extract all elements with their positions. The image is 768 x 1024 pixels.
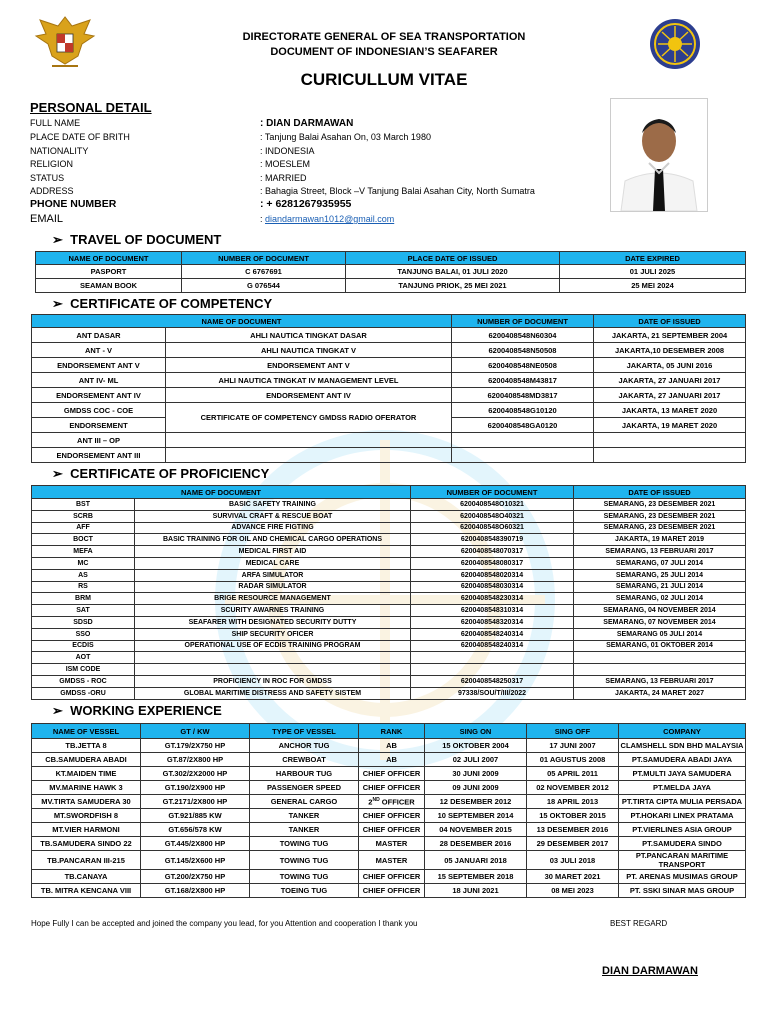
table-cell: 6200408548240314: [411, 640, 574, 652]
table-cell: CHIEF OFFICER: [359, 870, 425, 884]
table-row: [32, 593, 746, 605]
table-row: [32, 823, 746, 837]
personal-value: : MARRIED: [260, 173, 307, 183]
table-cell: MASTER: [359, 851, 425, 870]
column-header: COMPANY: [619, 724, 746, 739]
table-cell: KT.MAIDEN TIME: [32, 767, 141, 781]
experience-table: [31, 723, 746, 898]
personal-detail-heading: PERSONAL DETAIL: [30, 100, 152, 115]
table-cell: CHIEF OFFICER: [359, 809, 425, 823]
table-row: [32, 837, 746, 851]
table-cell: 10 SEPTEMBER 2014: [425, 809, 527, 823]
header-line-1: DIRECTORATE GENERAL OF SEA TRANSPORTATION: [242, 31, 526, 43]
table-row: [32, 781, 746, 795]
table-cell: ENDORSEMENT ANT IV: [32, 388, 166, 403]
table-cell: 28 DESEMBER 2016: [425, 837, 527, 851]
table-row: [32, 328, 746, 343]
table-row: [32, 884, 746, 898]
table-cell: JAKARTA, 21 SEPTEMBER 2004: [594, 328, 746, 343]
table-row: [32, 373, 746, 388]
table-cell: SEAFARER WITH DESIGNATED SECURITY DUTTY: [135, 616, 411, 628]
table-cell: GT.302/2X2000 HP: [141, 767, 250, 781]
table-cell: PT.MELDA JAYA: [619, 781, 746, 795]
table-cell: SCRB: [32, 510, 135, 522]
table-cell: 6200408548020314: [411, 569, 574, 581]
experience-heading: ➢ WORKING EXPERIENCE: [52, 703, 222, 718]
column-header: NAME OF VESSEL: [32, 724, 141, 739]
table-row: [32, 675, 746, 687]
table-row: [32, 687, 746, 699]
table-cell: GMDSS COC - COE: [32, 403, 166, 418]
table-cell: BASIC SAFETY TRAINING: [135, 499, 411, 511]
table-cell: AB: [359, 739, 425, 753]
table-cell: 6200408548N60304: [452, 328, 594, 343]
table-cell: ADVANCE FIRE FIGTING: [135, 522, 411, 534]
table-cell: 6200408548240314: [411, 628, 574, 640]
table-cell: PT.MULTI JAYA SAMUDERA: [619, 767, 746, 781]
table-cell: 01 AGUSTUS 2008: [527, 753, 619, 767]
column-header: GT / KW: [141, 724, 250, 739]
signature-name: DIAN DARMAWAN: [602, 965, 698, 977]
table-cell: 18 JUNI 2021: [425, 884, 527, 898]
table-cell: TOEING TUG: [250, 884, 359, 898]
table-row: [32, 809, 746, 823]
table-cell: 6200408548MD3817: [452, 388, 594, 403]
table-cell: CHIEF OFFICER: [359, 781, 425, 795]
table-cell: SHIP SECURITY OFICER: [135, 628, 411, 640]
table-row: [32, 510, 746, 522]
table-cell: SCURITY AWARNES TRAINING: [135, 605, 411, 617]
table-row: [32, 546, 746, 558]
table-row: [32, 403, 746, 418]
table-cell: 6200408548070317: [411, 546, 574, 558]
arrow-bullet-icon: ➢: [52, 232, 63, 247]
table-cell: 15 OKTOBER 2015: [527, 809, 619, 823]
table-row: [32, 739, 746, 753]
table-cell: ANT - V: [32, 343, 166, 358]
table-cell: PASSENGER SPEED: [250, 781, 359, 795]
table-row: [32, 569, 746, 581]
table-cell: RS: [32, 581, 135, 593]
table-cell: TOWING TUG: [250, 837, 359, 851]
table-cell: TANKER: [250, 823, 359, 837]
table-cell: TB. MITRA KENCANA VIII: [32, 884, 141, 898]
table-cell: [452, 448, 594, 463]
table-cell: MEDICAL FIRST AID: [135, 546, 411, 558]
table-cell: 05 JANUARI 2018: [425, 851, 527, 870]
table-cell: 2ND OFFICER: [359, 795, 425, 809]
column-header: NAME OF DOCUMENT: [32, 315, 452, 328]
table-cell: 13 DESEMBER 2016: [527, 823, 619, 837]
table-cell: TB.CANAYA: [32, 870, 141, 884]
table-cell: 97338/SOU/T/III/2022: [411, 687, 574, 699]
table-cell: [574, 652, 746, 664]
table-cell: SSO: [32, 628, 135, 640]
table-cell: 6200408548M43817: [452, 373, 594, 388]
email-link[interactable]: diandarmawan1012@gmail.com: [265, 214, 395, 224]
table-cell: JAKARTA, 19 MARET 2019: [574, 534, 746, 546]
table-cell: 02 JULI 2007: [425, 753, 527, 767]
arrow-bullet-icon: ➢: [52, 466, 63, 481]
proficiency-heading: ➢ CERTIFICATE OF PROFICIENCY: [52, 466, 270, 481]
table-cell: 6200408548030314: [411, 581, 574, 593]
column-header: NAME OF DOCUMENT: [36, 252, 182, 265]
page-title: CURICULLUM VITAE: [300, 70, 468, 89]
table-cell: SEMARANG, 02 JULI 2014: [574, 593, 746, 605]
table-cell: MEFA: [32, 546, 135, 558]
table-cell: PT.HOKARI LINEX PRATAMA: [619, 809, 746, 823]
table-row: [32, 652, 746, 664]
table-cell: PROFICIENCY IN ROC FOR GMDSS: [135, 675, 411, 687]
table-cell: 08 MEI 2023: [527, 884, 619, 898]
table-cell: SEMARANG, 07 NOVEMBER 2014: [574, 616, 746, 628]
table-cell: TB.PANCARAN III-215: [32, 851, 141, 870]
table-cell: 30 JUNI 2009: [425, 767, 527, 781]
table-cell: SEMARANG, 23 DESEMBER 2021: [574, 522, 746, 534]
table-cell: GLOBAL MARITIME DISTRESS AND SAFETY SISTEM: [135, 687, 411, 699]
table-cell: ISM CODE: [32, 664, 135, 676]
table-cell: PT.SAMUDERA SINDO: [619, 837, 746, 851]
table-row: [32, 640, 746, 652]
competency-table: [31, 314, 746, 463]
table-cell: CREWBOAT: [250, 753, 359, 767]
table-cell: CHIEF OFFICER: [359, 823, 425, 837]
table-cell: 6200408548250317: [411, 675, 574, 687]
table-cell: 09 JUNI 2009: [425, 781, 527, 795]
table-cell: TB.SAMUDERA SINDO 22: [32, 837, 141, 851]
table-cell: TANKER: [250, 809, 359, 823]
table-cell: 6200408548O10321: [411, 499, 574, 511]
personal-label: STATUS: [30, 173, 65, 183]
table-cell: [411, 652, 574, 664]
ministry-transport-logo-icon: [640, 14, 710, 74]
personal-label: RELIGION: [30, 159, 74, 169]
table-cell: 12 DESEMBER 2012: [425, 795, 527, 809]
personal-value: : + 6281267935955: [260, 198, 352, 210]
table-row: [32, 522, 746, 534]
table-cell: PASPORT: [36, 265, 182, 279]
arrow-bullet-icon: ➢: [52, 703, 63, 718]
table-cell: C 6767691: [182, 265, 346, 279]
table-cell: ANT IV- ML: [32, 373, 166, 388]
table-cell: TOWING TUG: [250, 851, 359, 870]
table-cell: SEMARANG, 13 FEBRUARI 2017: [574, 546, 746, 558]
table-cell: SEAMAN BOOK: [36, 279, 182, 293]
table-cell: TB.JETTA 8: [32, 739, 141, 753]
table-cell: GMDSS -ORU: [32, 687, 135, 699]
column-header: NUMBER OF DOCUMENT: [452, 315, 594, 328]
table-cell: BOCT: [32, 534, 135, 546]
table-cell: MEDICAL CARE: [135, 557, 411, 569]
table-cell: TOWING TUG: [250, 870, 359, 884]
table-row: [32, 616, 746, 628]
table-cell: CERTIFICATE OF COMPETENCY GMDSS RADIO OFERATOR: [166, 403, 452, 433]
table-row: [32, 851, 746, 870]
profile-photo: [610, 98, 708, 212]
table-cell: HARBOUR TUG: [250, 767, 359, 781]
table-cell: [452, 433, 594, 448]
table-row: [32, 534, 746, 546]
table-cell: JAKARTA, 13 MARET 2020: [594, 403, 746, 418]
column-header: TYPE OF VESSEL: [250, 724, 359, 739]
table-cell: GT.445/2X800 HP: [141, 837, 250, 851]
table-cell: JAKARTA,10 DESEMBER 2008: [594, 343, 746, 358]
table-row: [32, 628, 746, 640]
table-cell: GT.2171/2X800 HP: [141, 795, 250, 809]
table-row: [32, 664, 746, 676]
table-cell: SEMARANG, 07 JULI 2014: [574, 557, 746, 569]
personal-label: NATIONALITY: [30, 146, 89, 156]
table-row: [32, 870, 746, 884]
travel-heading: ➢ TRAVEL OF DOCUMENT: [52, 232, 222, 247]
table-cell: MASTER: [359, 837, 425, 851]
table-row: [32, 557, 746, 569]
arrow-bullet-icon: ➢: [52, 296, 63, 311]
table-cell: TANJUNG BALAI, 01 JULI 2020: [346, 265, 560, 279]
table-cell: JAKARTA, 05 JUNI 2016: [594, 358, 746, 373]
table-cell: CB.SAMUDERA ABADI: [32, 753, 141, 767]
table-cell: 6200408548080317: [411, 557, 574, 569]
table-cell: AOT: [32, 652, 135, 664]
header-line-2: DOCUMENT OF INDONESIAN’S SEAFARER: [270, 46, 498, 58]
table-cell: ENDORSEMENT ANT III: [32, 448, 166, 463]
table-cell: 6200408548390719: [411, 534, 574, 546]
table-cell: ARFA SIMULATOR: [135, 569, 411, 581]
table-cell: BRIGE RESOURCE MANAGEMENT: [135, 593, 411, 605]
table-cell: 04 NOVEMBER 2015: [425, 823, 527, 837]
table-cell: 6200408548N50508: [452, 343, 594, 358]
table-cell: MT.SWORDFISH 8: [32, 809, 141, 823]
table-cell: 02 NOVEMBER 2012: [527, 781, 619, 795]
table-cell: ENDORSEMENT ANT V: [166, 358, 452, 373]
competency-heading: ➢ CERTIFICATE OF COMPETENCY: [52, 296, 273, 311]
personal-value: : INDONESIA: [260, 146, 315, 156]
table-row: [32, 499, 746, 511]
table-cell: GT.87/2X800 HP: [141, 753, 250, 767]
table-cell: 30 MARET 2021: [527, 870, 619, 884]
column-header: DATE OF ISSUED: [574, 486, 746, 499]
table-row: [36, 265, 746, 279]
table-cell: PT.PANCARAN MARITIME TRANSPORT: [619, 851, 746, 870]
table-cell: 15 OKTOBER 2004: [425, 739, 527, 753]
table-cell: GT.168/2X800 HP: [141, 884, 250, 898]
table-cell: 6200408548G10120: [452, 403, 594, 418]
personal-label: FULL NAME: [30, 118, 81, 128]
personal-value: : Tanjung Balai Asahan On, 03 March 1980: [260, 132, 431, 142]
table-cell: BASIC TRAINING FOR OIL AND CHEMICAL CARGO OPERATIONS: [135, 534, 411, 546]
table-cell: ECDIS: [32, 640, 135, 652]
column-header: PLACE DATE OF ISSUED: [346, 252, 560, 265]
table-cell: SURVIVAL CRAFT & RESCUE BOAT: [135, 510, 411, 522]
table-cell: JAKARTA, 19 MARET 2020: [594, 418, 746, 433]
table-cell: TANJUNG PRIOK, 25 MEI 2021: [346, 279, 560, 293]
table-cell: CLAMSHELL SDN BHD MALAYSIA: [619, 739, 746, 753]
table-row: [32, 605, 746, 617]
table-cell: JAKARTA, 24 MARET 2027: [574, 687, 746, 699]
table-row: [36, 279, 746, 293]
table-cell: PT. ARENAS MUSIMAS GROUP: [619, 870, 746, 884]
table-cell: PT.VIERLINES ASIA GROUP: [619, 823, 746, 837]
table-row: [32, 581, 746, 593]
best-regard-label: BEST REGARD: [610, 919, 668, 928]
column-header: SING ON: [425, 724, 527, 739]
table-cell: 17 JUNI 2007: [527, 739, 619, 753]
column-header: NUMBER OF DOCUMENT: [182, 252, 346, 265]
table-cell: 03 JULI 2018: [527, 851, 619, 870]
table-cell: GT.921/885 KW: [141, 809, 250, 823]
personal-label: PHONE NUMBER: [30, 198, 117, 210]
table-cell: 6200408548O60321: [411, 522, 574, 534]
table-cell: SEMARANG, 21 JULI 2014: [574, 581, 746, 593]
table-cell: ANT DASAR: [32, 328, 166, 343]
personal-label: PLACE DATE OF BRITH: [30, 132, 130, 142]
table-cell: MT.VIER HARMONI: [32, 823, 141, 837]
table-cell: MV.TIRTA SAMUDERA 30: [32, 795, 141, 809]
table-row: [32, 433, 746, 448]
table-cell: 6200408548320314: [411, 616, 574, 628]
table-cell: CHIEF OFFICER: [359, 767, 425, 781]
table-cell: [166, 448, 452, 463]
column-header: SING OFF: [527, 724, 619, 739]
table-cell: 6200408548NE0508: [452, 358, 594, 373]
column-header: DATE OF ISSUED: [594, 315, 746, 328]
table-cell: PT.SAMUDERA ABADI JAYA: [619, 753, 746, 767]
table-cell: BRM: [32, 593, 135, 605]
table-row: [32, 767, 746, 781]
table-cell: 15 SEPTEMBER 2018: [425, 870, 527, 884]
table-cell: PT.TIRTA CIPTA MULIA PERSADA: [619, 795, 746, 809]
table-cell: MV.MARINE HAWK 3: [32, 781, 141, 795]
table-cell: AHLI NAUTICA TINGKAT DASAR: [166, 328, 452, 343]
table-cell: MC: [32, 557, 135, 569]
table-cell: SAT: [32, 605, 135, 617]
personal-value: : Bahagia Street, Block –V Tanjung Balai Asahan City, North Sumatra: [260, 186, 535, 196]
table-row: [32, 795, 746, 809]
personal-label: ADDRESS: [30, 186, 74, 196]
column-header: NUMBER OF DOCUMENT: [411, 486, 574, 499]
table-cell: SEMARANG, 01 OKTOBER 2014: [574, 640, 746, 652]
table-cell: 25 MEI 2024: [560, 279, 746, 293]
table-cell: [135, 652, 411, 664]
table-cell: GT.145/2X600 HP: [141, 851, 250, 870]
table-cell: CHIEF OFFICER: [359, 884, 425, 898]
table-cell: [135, 664, 411, 676]
proficiency-table: [31, 485, 746, 700]
personal-value: : MOESLEM: [260, 159, 311, 169]
table-cell: [574, 664, 746, 676]
table-cell: SEMARANG 05 JULI 2014: [574, 628, 746, 640]
table-cell: [166, 433, 452, 448]
table-cell: GT.179/2X750 HP: [141, 739, 250, 753]
table-cell: [594, 433, 746, 448]
table-cell: 6200408548O40321: [411, 510, 574, 522]
table-cell: GT.656/578 KW: [141, 823, 250, 837]
table-cell: ANCHOR TUG: [250, 739, 359, 753]
travel-table: [35, 251, 746, 293]
table-cell: SEMARANG, 13 FEBRUARI 2017: [574, 675, 746, 687]
table-cell: RADAR SIMULATOR: [135, 581, 411, 593]
table-cell: ANT III – OP: [32, 433, 166, 448]
personal-value: : diandarmawan1012@gmail.com: [260, 214, 395, 224]
table-cell: [411, 664, 574, 676]
table-cell: OPERATIONAL USE OF ECDIS TRAINING PROGRAM: [135, 640, 411, 652]
table-cell: 01 JULI 2025: [560, 265, 746, 279]
table-cell: [594, 448, 746, 463]
table-cell: PT. SSKI SINAR MAS GROUP: [619, 884, 746, 898]
table-cell: SEMARANG, 25 JULI 2014: [574, 569, 746, 581]
table-cell: 18 APRIL 2013: [527, 795, 619, 809]
table-row: [32, 753, 746, 767]
table-cell: GENERAL CARGO: [250, 795, 359, 809]
table-cell: AS: [32, 569, 135, 581]
column-header: DATE EXPIRED: [560, 252, 746, 265]
table-cell: GMDSS - ROC: [32, 675, 135, 687]
table-cell: SEMARANG, 23 DESEMBER 2021: [574, 510, 746, 522]
personal-value: : DIAN DARMAWAN: [260, 118, 354, 129]
table-row: [32, 343, 746, 358]
table-cell: SEMARANG, 23 DESEMBER 2021: [574, 499, 746, 511]
table-cell: AB: [359, 753, 425, 767]
table-cell: ENDORSEMENT ANT V: [32, 358, 166, 373]
table-cell: 6200408548GA0120: [452, 418, 594, 433]
table-row: [32, 388, 746, 403]
personal-label: EMAIL: [30, 213, 64, 225]
table-cell: BST: [32, 499, 135, 511]
table-cell: 6200408548310314: [411, 605, 574, 617]
table-cell: 05 APRIL 2011: [527, 767, 619, 781]
table-cell: AHLI NAUTICA TINGKAT V: [166, 343, 452, 358]
table-cell: JAKARTA, 27 JANUARI 2017: [594, 373, 746, 388]
closing-note: Hope Fully I can be accepted and joined the company you lead, for you Attention and cooperation I thank you: [31, 919, 418, 928]
table-cell: SEMARANG, 04 NOVEMBER 2014: [574, 605, 746, 617]
table-cell: JAKARTA, 27 JANUARI 2017: [594, 388, 746, 403]
column-header: NAME OF DOCUMENT: [32, 486, 411, 499]
table-row: [32, 448, 746, 463]
table-cell: SDSD: [32, 616, 135, 628]
table-cell: GT.200/2X750 HP: [141, 870, 250, 884]
table-cell: AHLI NAUTICA TINGKAT IV MANAGEMENT LEVEL: [166, 373, 452, 388]
table-cell: ENDORSEMENT ANT IV: [166, 388, 452, 403]
table-cell: 6200408548230314: [411, 593, 574, 605]
table-cell: AFF: [32, 522, 135, 534]
table-cell: ENDORSEMENT: [32, 418, 166, 433]
table-row: [32, 358, 746, 373]
table-cell: 29 DESEMBER 2017: [527, 837, 619, 851]
column-header: RANK: [359, 724, 425, 739]
table-cell: GT.190/2X900 HP: [141, 781, 250, 795]
table-cell: G 076544: [182, 279, 346, 293]
